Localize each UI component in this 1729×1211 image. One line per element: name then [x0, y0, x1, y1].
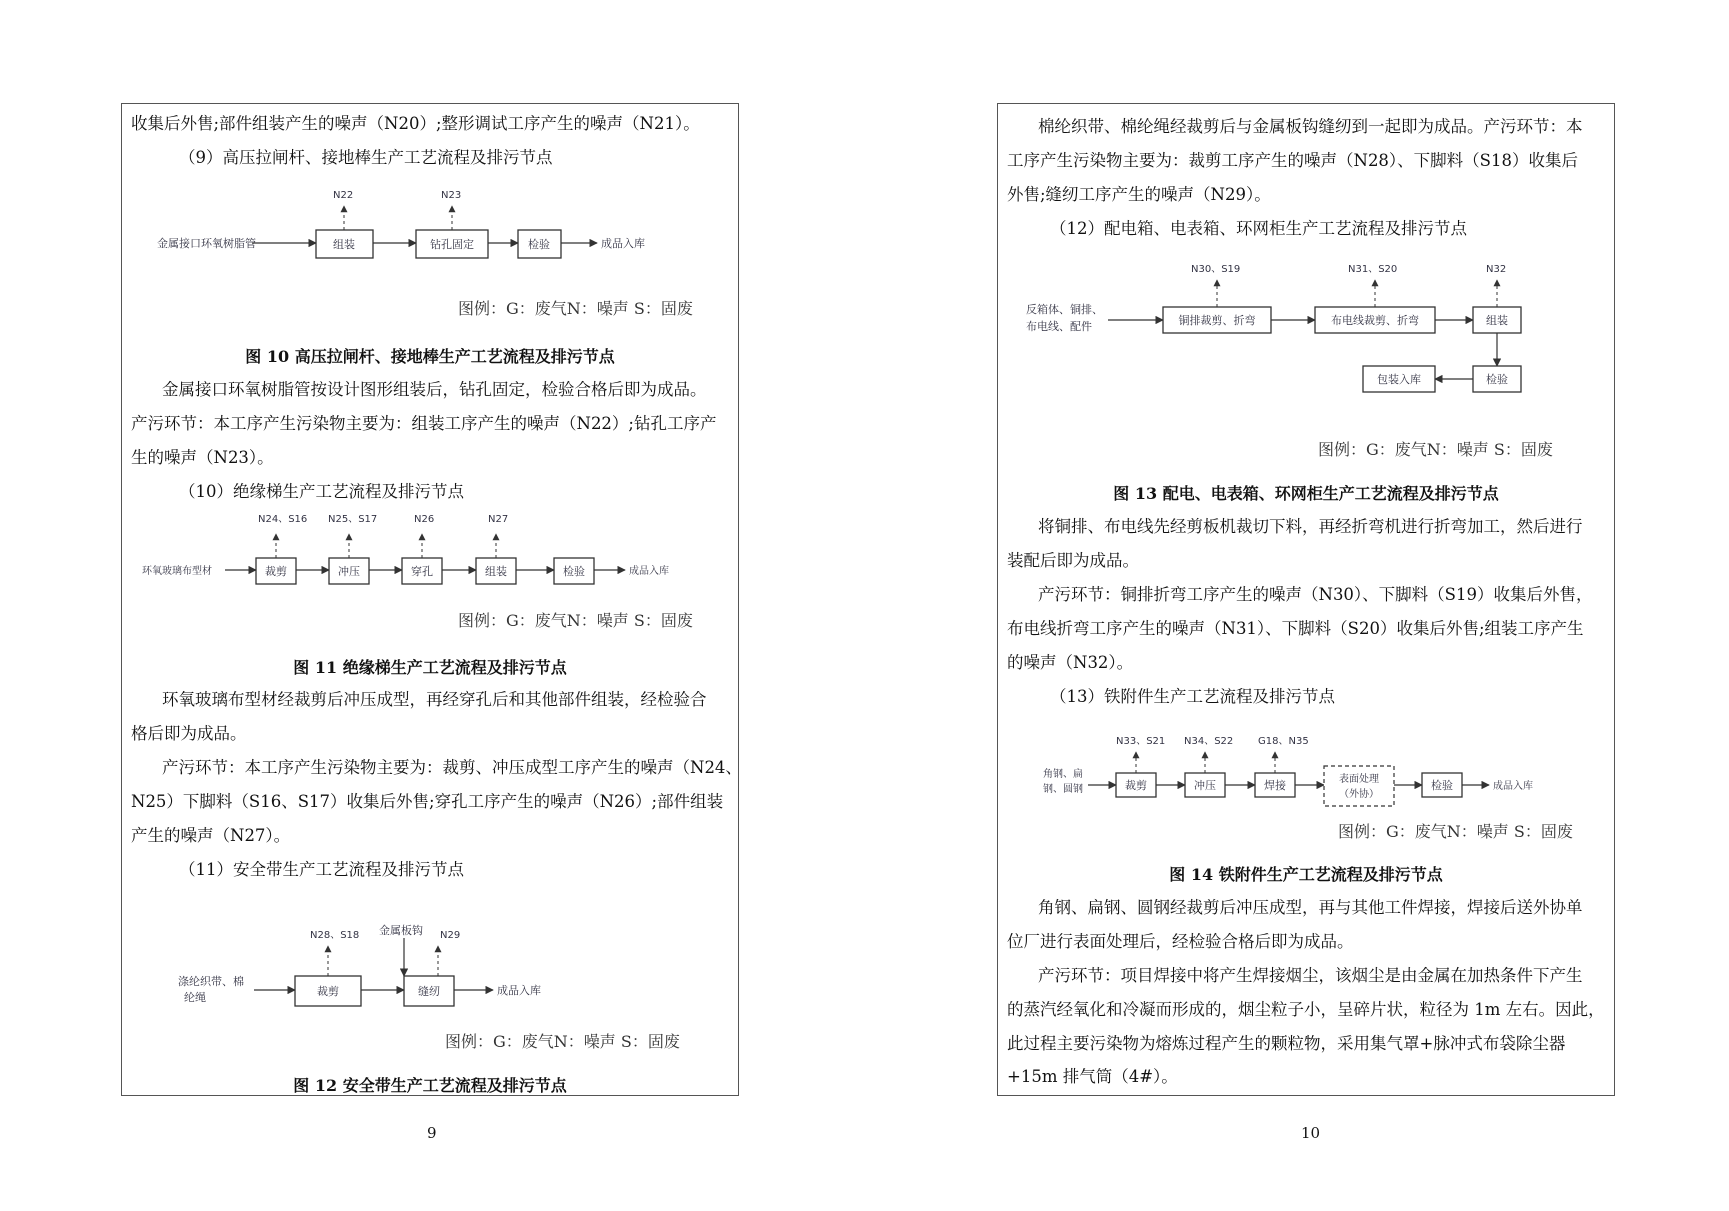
text-line: 产污环节：铜排折弯工序产生的噪声（N30）、下脚料（S19）收集后外售，	[1038, 585, 1593, 604]
fig13-step-copper	[1163, 307, 1271, 333]
fig14-step-surface-outsourced	[1324, 766, 1394, 806]
fig14-input: 钢、圆钢	[1043, 784, 1083, 795]
fig13-step-inspect	[1473, 366, 1521, 392]
fig12-output: 成品入库	[497, 984, 541, 997]
section-heading: （12）配电箱、电表箱、环网柜生产工艺流程及排污节点	[1050, 219, 1467, 238]
text-line: 生的噪声（N23）。	[131, 448, 274, 467]
figure-13-diagram	[998, 254, 1616, 414]
fig13-input: 布电线、配件	[1026, 320, 1092, 333]
fig14-step-press	[1185, 773, 1225, 797]
figure-12-diagram	[122, 904, 740, 1014]
svg-text:缝纫: 缝纫	[418, 985, 440, 998]
text-line: 金属接口环氧树脂管按设计图形组装后，钻孔固定，检验合格后即为成品。	[162, 380, 707, 399]
text-line: 环氧玻璃布型材经裁剪后冲压成型，再经穿孔后和其他部件组装，经检验合	[162, 690, 707, 709]
text-line: 产污环节：本工序产生污染物主要为：裁剪、冲压成型工序产生的噪声（N24、	[162, 758, 742, 777]
svg-text:表面处理: 表面处理	[1339, 774, 1379, 785]
fig13-emission: N31、S20	[1348, 264, 1398, 275]
svg-text:铜排裁剪、折弯: 铜排裁剪、折弯	[1178, 314, 1256, 327]
fig11-output: 成品入库	[629, 566, 669, 577]
text-line: 位厂进行表面处理后，经检验合格后即为成品。	[1007, 932, 1354, 951]
svg-text:检验: 检验	[563, 565, 585, 578]
fig10-step-inspect	[518, 230, 561, 258]
section-heading: （9）高压拉闸杆、接地棒生产工艺流程及排污节点	[179, 148, 553, 167]
text-line: 的蒸汽经氧化和冷凝而形成的，烟尘粒子小，呈碎片状，粒径为 1m 左右。因此，	[1007, 1000, 1605, 1019]
fig10-emission: N22	[333, 190, 354, 201]
fig10-legend: 图例：G：废气N：噪声 S：固废	[458, 299, 693, 318]
fig14-step-inspect	[1422, 773, 1462, 797]
svg-text:组装: 组装	[333, 238, 355, 251]
figure-10-diagram	[122, 182, 740, 277]
right-page	[997, 103, 1615, 1096]
svg-text:（外协）: （外协）	[1339, 789, 1379, 800]
text-line: 将铜排、布电线先经剪板机裁切下料，再经折弯机进行折弯加工，然后进行	[1038, 517, 1583, 536]
fig14-step-weld	[1255, 773, 1295, 797]
text-line: 产污环节：项目焊接中将产生焊接烟尘，该烟尘是由金属在加热条件下产生	[1038, 966, 1583, 985]
svg-text:组装: 组装	[1486, 314, 1508, 327]
fig11-step-inspect	[554, 558, 594, 584]
fig13-emission: N30、S19	[1191, 264, 1241, 275]
fig12-emission: N29	[440, 930, 461, 941]
fig11-emission: N27	[488, 514, 509, 525]
text-line: 外售;缝纫工序产生的噪声（N29）。	[1007, 185, 1271, 204]
fig10-emission: N23	[441, 190, 462, 201]
figure-14-diagram	[998, 726, 1616, 811]
fig13-step-wire	[1315, 307, 1435, 333]
text-line: 布电线折弯工序产生的噪声（N31）、下脚料（S20）收集后外售;组装工序产生	[1007, 619, 1584, 638]
svg-text:裁剪: 裁剪	[1125, 779, 1147, 792]
fig11-legend: 图例：G：废气N：噪声 S：固废	[458, 611, 693, 630]
section-heading: （13）铁附件生产工艺流程及排污节点	[1050, 687, 1335, 706]
fig13-input: 反箱体、铜排、	[1026, 303, 1103, 316]
figure-11-caption: 图 11 绝缘梯生产工艺流程及排污节点	[293, 658, 567, 677]
text-line: 此过程主要污染物为熔炼过程产生的颗粒物，采用集气罩+脉冲式布袋除尘器	[1007, 1034, 1566, 1053]
svg-text:布电线裁剪、折弯: 布电线裁剪、折弯	[1331, 314, 1419, 327]
fig13-step-package	[1363, 366, 1435, 392]
text-line: 产污环节：本工序产生污染物主要为：组装工序产生的噪声（N22）;钻孔工序产	[131, 414, 717, 433]
fig11-step-punch	[402, 558, 442, 584]
fig14-emission: N33、S21	[1116, 736, 1166, 747]
fig10-step-assemble	[316, 230, 373, 258]
section-heading: （11）安全带生产工艺流程及排污节点	[179, 860, 464, 879]
fig12-step-cut	[295, 976, 361, 1006]
fig11-emission: N26	[414, 514, 435, 525]
fig13-emission: N32	[1486, 264, 1507, 275]
text-line: 装配后即为成品。	[1007, 551, 1139, 570]
text-line: 格后即为成品。	[131, 724, 247, 743]
section-heading: （10）绝缘梯生产工艺流程及排污节点	[179, 482, 464, 501]
fig12-input: 涤纶织带、棉	[178, 975, 244, 988]
fig14-output: 成品入库	[1493, 781, 1533, 792]
svg-text:冲压: 冲压	[338, 565, 360, 578]
text-line: 收集后外售;部件组装产生的噪声（N20）;整形调试工序产生的噪声（N21）。	[131, 114, 700, 133]
page-number: 10	[1301, 1124, 1321, 1142]
fig12-input: 纶绳	[184, 991, 206, 1004]
fig10-output: 成品入库	[601, 237, 645, 250]
fig13-step-assemble	[1473, 307, 1521, 333]
left-page	[121, 103, 742, 1096]
fig12-legend: 图例：G：废气N：噪声 S：固废	[445, 1032, 680, 1051]
figure-13-caption: 图 13 配电、电表箱、环网柜生产工艺流程及排污节点	[1113, 484, 1499, 503]
text-line: 角钢、扁钢、圆钢经裁剪后冲压成型，再与其他工件焊接，焊接后送外协单	[1038, 898, 1583, 917]
figure-12-caption: 图 12 安全带生产工艺流程及排污节点	[293, 1076, 567, 1095]
svg-text:组装: 组装	[485, 565, 507, 578]
fig11-step-assemble	[476, 558, 516, 584]
fig11-step-cut	[256, 558, 296, 584]
fig14-step-cut	[1116, 773, 1156, 797]
fig11-emission: N24、S16	[258, 514, 308, 525]
svg-text:检验: 检验	[528, 238, 550, 251]
text-line: N25）下脚料（S16、S17）收集后外售;穿孔工序产生的噪声（N26）;部件组装	[131, 792, 724, 811]
fig12-side-input: 金属板钩	[379, 924, 423, 937]
fig13-legend: 图例：G：废气N：噪声 S：固废	[1318, 440, 1553, 459]
page-number: 9	[427, 1124, 437, 1142]
fig12-emission: N28、S18	[310, 930, 360, 941]
fig14-legend: 图例：G：废气N：噪声 S：固废	[1338, 822, 1573, 841]
fig11-input: 环氧玻璃布型材	[142, 566, 212, 577]
svg-text:穿孔: 穿孔	[411, 565, 433, 578]
svg-text:检验: 检验	[1431, 779, 1453, 792]
fig11-step-press	[329, 558, 369, 584]
fig11-emission: N25、S17	[328, 514, 378, 525]
svg-text:包装入库: 包装入库	[1377, 373, 1421, 386]
svg-text:检验: 检验	[1486, 373, 1508, 386]
figure-10-caption: 图 10 高压拉闸杆、接地棒生产工艺流程及排污节点	[245, 347, 615, 366]
text-line: 工序产生污染物主要为：裁剪工序产生的噪声（N28）、下脚料（S18）收集后	[1007, 151, 1578, 170]
svg-text:冲压: 冲压	[1194, 779, 1216, 792]
fig14-input: 角钢、扁	[1043, 769, 1083, 780]
fig10-input: 金属接口环氧树脂管	[157, 237, 256, 250]
text-line: 棉纶织带、棉纶绳经裁剪后与金属板钩缝纫到一起即为成品。产污环节：本	[1038, 117, 1583, 136]
fig14-emission: N34、S22	[1184, 736, 1234, 747]
figure-14-caption: 图 14 铁附件生产工艺流程及排污节点	[1169, 865, 1443, 884]
fig12-step-sew	[404, 976, 454, 1006]
fig14-emission: G18、N35	[1258, 736, 1309, 747]
text-line: 产生的噪声（N27）。	[131, 826, 291, 845]
svg-text:钻孔固定: 钻孔固定	[430, 238, 474, 251]
fig10-step-drill	[416, 230, 488, 258]
svg-text:裁剪: 裁剪	[265, 565, 287, 578]
figure-11-diagram	[122, 506, 740, 596]
text-line: +15m 排气筒（4#）。	[1007, 1067, 1178, 1086]
text-line: 的噪声（N32）。	[1007, 653, 1134, 672]
svg-text:裁剪: 裁剪	[317, 985, 339, 998]
svg-text:焊接: 焊接	[1264, 779, 1286, 792]
